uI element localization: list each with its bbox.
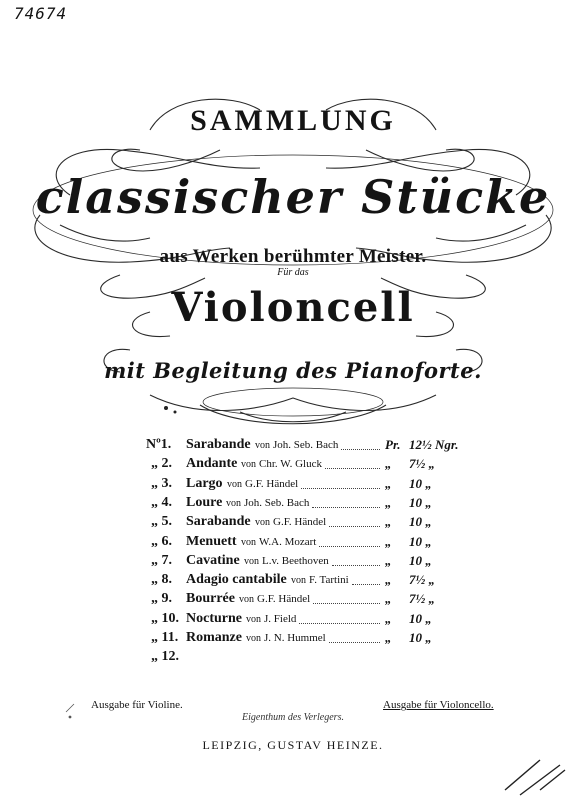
piece-by: von bbox=[246, 633, 261, 644]
dotted-leader bbox=[299, 611, 380, 624]
piece-price: 7½ „ bbox=[409, 591, 435, 607]
piece-title: Menuett bbox=[186, 533, 237, 549]
edition-violin: Ausgabe für Violine. bbox=[91, 699, 183, 711]
piece-composer: F. Tartini bbox=[309, 574, 349, 587]
dotted-leader bbox=[313, 591, 380, 604]
dotted-leader bbox=[352, 572, 380, 585]
piece-number: „ 4. bbox=[151, 494, 172, 510]
piece-row bbox=[0, 456, 586, 476]
dotted-leader bbox=[312, 495, 380, 508]
piece-number: „ 2. bbox=[151, 456, 172, 472]
piece-price: 10 „ bbox=[409, 552, 432, 568]
piece-composer: J. N. Hummel bbox=[264, 632, 326, 644]
piece-by: von bbox=[239, 594, 254, 606]
piece-number: „ 10. bbox=[151, 610, 179, 626]
piece-by: von bbox=[255, 517, 270, 529]
piece-composer: L.v. Beethoven bbox=[262, 554, 329, 567]
piece-number: „ 8. bbox=[151, 572, 172, 588]
piece-by: von bbox=[226, 497, 241, 509]
piece-number: „ 12. bbox=[151, 649, 179, 665]
piece-number: „ 3. bbox=[151, 475, 172, 491]
title-violoncell: Violoncell bbox=[171, 284, 415, 331]
piece-title: Andante bbox=[186, 456, 238, 472]
piece-price: 10 „ bbox=[409, 533, 432, 549]
piece-row bbox=[0, 649, 586, 669]
piece-number: „ 9. bbox=[151, 591, 172, 607]
piece-row bbox=[0, 630, 586, 650]
piece-price: 10 „ bbox=[409, 514, 432, 530]
title-subtitle: aus Werken berühmter Meister. bbox=[159, 246, 427, 267]
piece-by: von bbox=[246, 613, 261, 625]
piece-number: Nº1. bbox=[146, 437, 172, 452]
piece-price-prefix: „ bbox=[385, 552, 392, 568]
edition-violoncello: Ausgabe für Violoncello. bbox=[383, 699, 494, 711]
piece-row bbox=[0, 611, 586, 631]
piece-price: 10 „ bbox=[409, 610, 432, 626]
piece-by: von bbox=[291, 575, 306, 587]
piece-price-prefix: „ bbox=[385, 630, 392, 645]
piece-title: Romanze bbox=[186, 630, 242, 645]
piece-price-prefix: „ bbox=[385, 572, 392, 588]
piece-by: von bbox=[227, 478, 242, 490]
title-sammlung: SAMMLUNG bbox=[190, 104, 396, 137]
piece-number: „ 7. bbox=[151, 552, 172, 568]
piece-title: Cavatine bbox=[186, 552, 240, 568]
piece-row bbox=[0, 534, 586, 554]
piece-composer: G.F. Händel bbox=[257, 593, 311, 606]
dotted-leader bbox=[301, 476, 380, 489]
piece-price-prefix: „ bbox=[385, 610, 392, 626]
title-classischer-stuecke: classischer Stücke bbox=[35, 170, 551, 224]
publisher-imprint: LEIPZIG, GUSTAV HEINZE. bbox=[202, 738, 384, 752]
piece-price-prefix: „ bbox=[385, 591, 392, 607]
piece-title: Sarabande bbox=[186, 514, 251, 530]
piece-composer: G.F. Händel bbox=[245, 477, 299, 490]
piece-by: von bbox=[244, 555, 259, 567]
piece-by: von bbox=[241, 459, 256, 471]
piece-price: 12½ Ngr. bbox=[409, 437, 459, 452]
dotted-leader bbox=[329, 630, 380, 643]
piece-composer: J. Field bbox=[264, 612, 297, 625]
piece-price: 10 „ bbox=[409, 494, 432, 510]
piece-composer: Joh. Seb. Bach bbox=[273, 439, 339, 451]
piece-title: Largo bbox=[186, 475, 223, 491]
piece-title: Loure bbox=[186, 494, 223, 510]
piece-price: 10 „ bbox=[409, 630, 432, 645]
piece-price: 10 „ bbox=[409, 475, 432, 491]
piece-price-prefix: „ bbox=[385, 475, 392, 491]
piece-price-prefix: Pr. bbox=[385, 437, 401, 452]
piece-row bbox=[0, 495, 586, 515]
piece-price: 7½ „ bbox=[409, 572, 435, 588]
piece-row bbox=[0, 553, 586, 573]
piece-number: „ 6. bbox=[151, 533, 172, 549]
piece-price: 7½ „ bbox=[409, 456, 435, 472]
piece-row bbox=[0, 572, 586, 592]
piece-composer: Joh. Seb. Bach bbox=[244, 496, 310, 509]
piece-composer: Chr. W. Gluck bbox=[259, 458, 322, 471]
piece-row bbox=[0, 514, 586, 534]
dotted-leader bbox=[319, 534, 380, 547]
piece-row bbox=[0, 591, 586, 611]
piece-price-prefix: „ bbox=[385, 533, 392, 549]
catalog-number: 74674 bbox=[14, 4, 68, 23]
property-note: Eigenthum des Verlegers. bbox=[242, 712, 344, 723]
piece-title: Nocturne bbox=[186, 610, 242, 626]
piece-number: „ 11. bbox=[151, 630, 179, 645]
dotted-leader bbox=[329, 514, 380, 527]
piece-by: von bbox=[241, 536, 256, 548]
piece-number: „ 5. bbox=[151, 514, 172, 530]
piece-price-prefix: „ bbox=[385, 514, 392, 530]
piece-row bbox=[0, 437, 586, 457]
dotted-leader bbox=[341, 437, 380, 450]
piece-title: Bourrée bbox=[186, 591, 235, 607]
piece-by: von bbox=[255, 440, 270, 451]
piece-composer: W.A. Mozart bbox=[259, 535, 317, 548]
piece-title: Sarabande bbox=[186, 437, 251, 452]
piece-price-prefix: „ bbox=[385, 456, 392, 472]
piece-composer: G.F. Händel bbox=[273, 516, 327, 529]
dotted-leader bbox=[332, 553, 380, 566]
piece-row bbox=[0, 476, 586, 496]
piece-price-prefix: „ bbox=[385, 494, 392, 510]
dotted-leader bbox=[325, 456, 380, 469]
title-fuer-das: Für das bbox=[277, 267, 309, 278]
piece-title: Adagio cantabile bbox=[186, 572, 287, 588]
title-begleitung: mit Begleitung des Pianoforte. bbox=[104, 358, 482, 383]
